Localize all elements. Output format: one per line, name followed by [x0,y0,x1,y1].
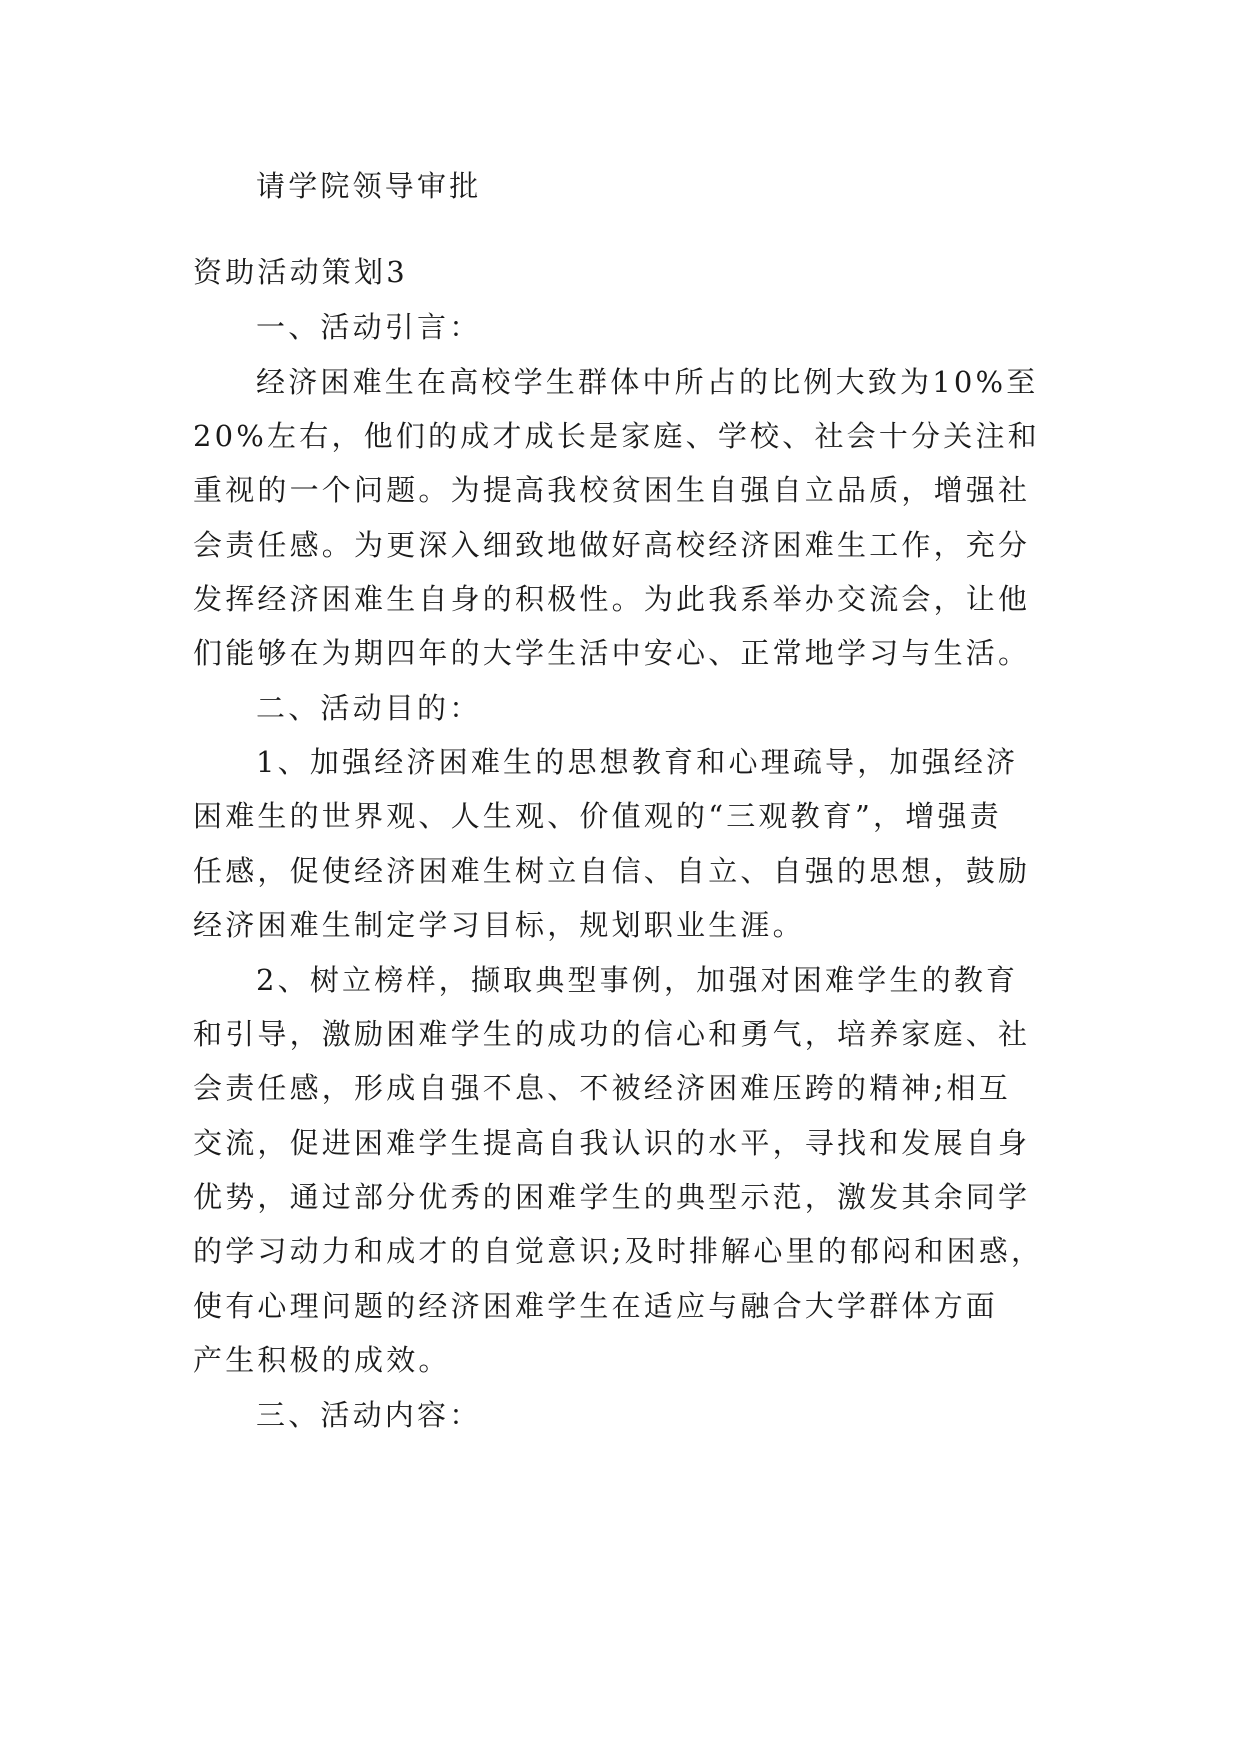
goal-2-line: 使有心理问题的经济困难学生在适应与融合大学群体方面 [193,1289,999,1323]
intro-line: 经济困难生在高校学生群体中所占的比例大致为10%至 [256,365,1039,399]
goal-1-line: 困难生的世界观、人生观、价值观的“三观教育”，增强责 [193,799,1002,833]
goal-2-line: 的学习动力和成才的自觉意识;及时排解心里的郁闷和困惑， [193,1234,1044,1268]
intro-line: 重视的一个问题。为提高我校贫困生自强自立品质，增强社 [193,473,1031,507]
goal-2-line: 产生积极的成效。 [193,1343,451,1377]
heading-content: 三、活动内容： [256,1398,482,1432]
heading-goals: 二、活动目的： [256,691,482,725]
goal-1-line: 任感，促使经济困难生树立自信、自立、自强的思想，鼓励 [193,854,1031,888]
goal-2-line: 交流，促进困难学生提高自我认识的水平，寻找和发展自身 [193,1126,1031,1160]
approval-line: 请学院领导审批 [256,169,482,203]
goal-2-line: 优势，通过部分优秀的困难学生的典型示范，激发其余同学 [193,1180,1031,1214]
intro-line: 们能够在为期四年的大学生活中安心、正常地学习与生活。 [193,636,1031,670]
intro-line: 会责任感。为更深入细致地做好高校经济困难生工作，充分 [193,528,1031,562]
intro-line: 20%左右，他们的成才成长是家庭、学校、社会十分关注和 [193,419,1040,453]
heading-intro: 一、活动引言： [256,310,482,344]
goal-2-line: 和引导，激励困难学生的成功的信心和勇气，培养家庭、社 [193,1017,1031,1051]
section-title: 资助活动策划3 [193,255,408,289]
goal-1-line: 经济困难生制定学习目标，规划职业生涯。 [193,908,805,942]
goal-1-line: 1、加强经济困难生的思想教育和心理疏导，加强经济 [256,745,1019,779]
goal-2-line: 会责任感，形成自强不息、不被经济困难压跨的精神;相互 [193,1071,1011,1105]
goal-2-line: 2、树立榜样，撷取典型事例，加强对困难学生的教育 [256,963,1019,997]
intro-line: 发挥经济困难生自身的积极性。为此我系举办交流会，让他 [193,582,1031,616]
